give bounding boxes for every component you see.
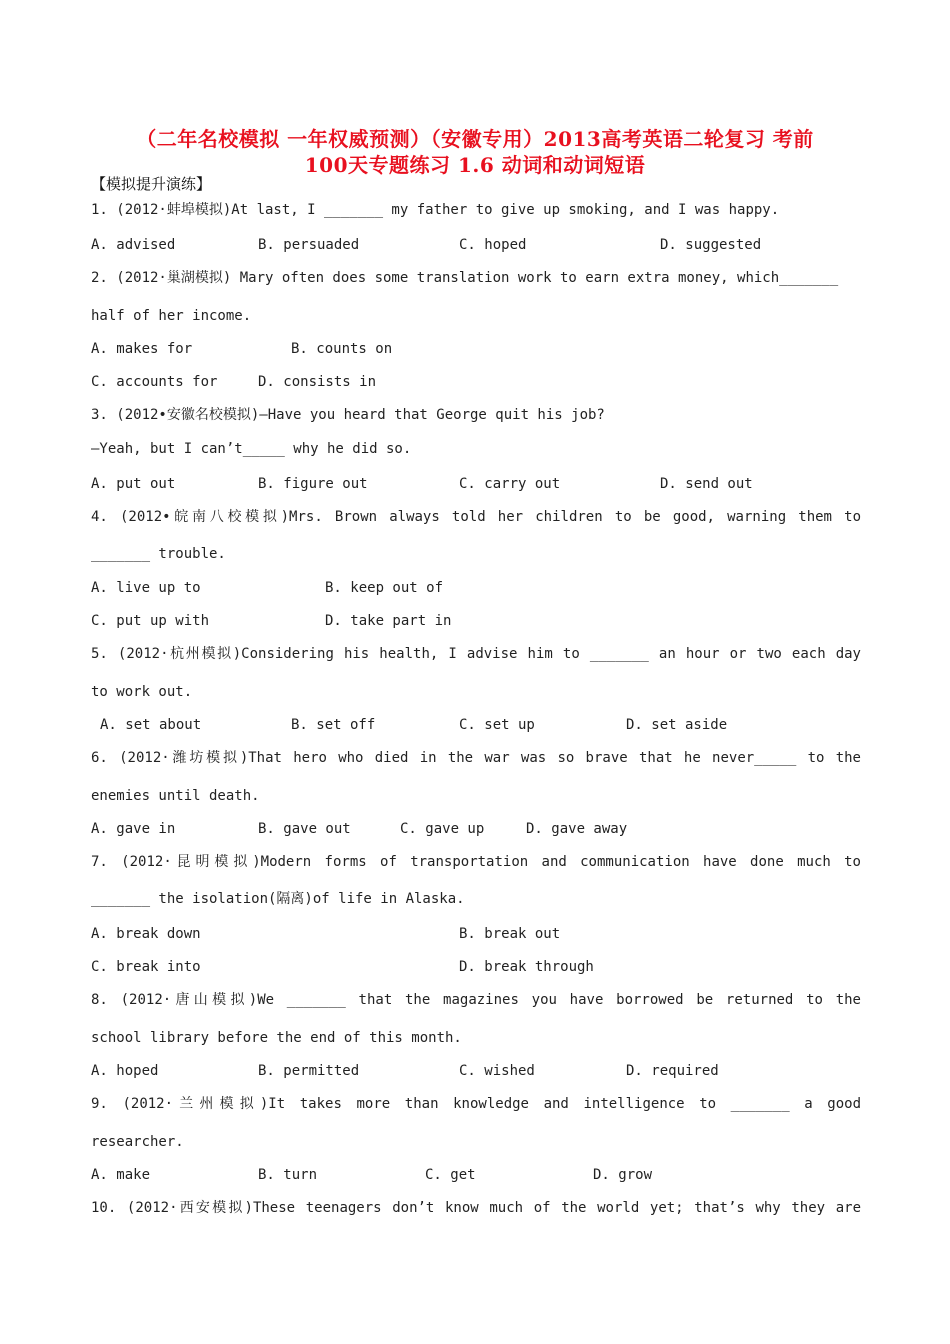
question-2-stem: 2. (2012·巢湖模拟) Mary often does some translation work to earn extra money, which_______: [91, 270, 839, 286]
q2-option-d: D. consists in: [258, 374, 377, 390]
question-1-stem: 1. (2012·蚌埠模拟)At last, I _______ my father to give up smoking, and I was happy.: [91, 202, 780, 218]
q8-option-d: D. required: [626, 1063, 719, 1079]
q7-option-b: B. break out: [459, 926, 561, 942]
q5-option-d: D. set aside: [626, 717, 728, 733]
q2-option-b: B. counts on: [291, 341, 393, 357]
q7-option-a: A. break down: [91, 926, 201, 942]
q6-option-a: A. gave in: [91, 821, 176, 837]
q8-option-c: C. wished: [459, 1063, 535, 1079]
q3-option-a: A. put out: [91, 476, 176, 492]
q5-option-b: B. set off: [291, 717, 376, 733]
q2-option-c: C. accounts for: [91, 374, 218, 390]
q4-option-b: B. keep out of: [325, 580, 444, 596]
q8-option-b: B. permitted: [258, 1063, 360, 1079]
question-5-stem: 5. (2012·杭州模拟)Considering his health, I advise him to _______ an hour or two each day: [91, 646, 861, 662]
q9-option-d: D. grow: [593, 1167, 653, 1183]
q4-option-d: D. take part in: [325, 613, 452, 629]
question-6-stem: 6. (2012·潍坊模拟)That hero who died in the war was so brave that he never_____ to the: [91, 750, 861, 766]
question-3-stem-cont: —Yeah, but I can’t_____ why he did so.: [91, 441, 412, 457]
question-7-stem: 7. (2012·昆明模拟)Modern forms of transportation and communication have done much to: [91, 854, 861, 870]
q4-option-a: A. live up to: [91, 580, 201, 596]
q3-option-d: D. send out: [660, 476, 753, 492]
question-10-stem: 10. (2012·西安模拟)These teenagers don’t know much of the world yet; that’s why they are: [91, 1200, 861, 1216]
q3-option-b: B. figure out: [258, 476, 368, 492]
question-7-stem-cont: _______ the isolation(隔离)of life in Alaska.: [91, 891, 465, 907]
q9-option-c: C. get: [425, 1167, 476, 1183]
question-9-stem: 9. (2012·兰州模拟)It takes more than knowledge and intelligence to _______ a good: [91, 1096, 861, 1112]
question-6-stem-cont: enemies until death.: [91, 788, 260, 804]
question-3-stem: 3. (2012•安徽名校模拟)—Have you heard that George quit his job?: [91, 407, 605, 423]
q6-option-c: C. gave up: [400, 821, 485, 837]
question-8-stem: 8. (2012·唐山模拟)We _______ that the magazines you have borrowed be returned to the: [91, 992, 861, 1008]
q5-option-c: C. set up: [459, 717, 535, 733]
q1-option-a: A. advised: [91, 237, 176, 253]
q8-option-a: A. hoped: [91, 1063, 159, 1079]
q1-option-d: D. suggested: [660, 237, 762, 253]
document-title-line-1: （二年名校模拟 一年权威预测）（安徽专用）2013高考英语二轮复习 考前: [136, 127, 814, 151]
q5-option-a: A. set about: [100, 717, 202, 733]
question-5-stem-cont: to work out.: [91, 684, 193, 700]
q9-option-b: B. turn: [258, 1167, 318, 1183]
q4-option-c: C. put up with: [91, 613, 210, 629]
q7-option-c: C. break into: [91, 959, 201, 975]
question-2-stem-cont: half of her income.: [91, 308, 252, 324]
question-4-stem-cont: _______ trouble.: [91, 546, 226, 562]
question-9-stem-cont: researcher.: [91, 1134, 184, 1150]
q7-option-d: D. break through: [459, 959, 594, 975]
question-8-stem-cont: school library before the end of this month.: [91, 1030, 462, 1046]
q6-option-b: B. gave out: [258, 821, 351, 837]
q1-option-c: C. hoped: [459, 237, 527, 253]
q1-option-b: B. persuaded: [258, 237, 360, 253]
q3-option-c: C. carry out: [459, 476, 561, 492]
q2-option-a: A. makes for: [91, 341, 193, 357]
q9-option-a: A. make: [91, 1167, 151, 1183]
q6-option-d: D. gave away: [526, 821, 628, 837]
document-title-line-2: 100天专题练习 1.6 动词和动词短语: [304, 153, 646, 177]
question-4-stem: 4. (2012•皖南八校模拟)Mrs. Brown always told her children to be good, warning them to: [91, 509, 861, 525]
section-heading: 【模拟提升演练】: [91, 175, 212, 193]
